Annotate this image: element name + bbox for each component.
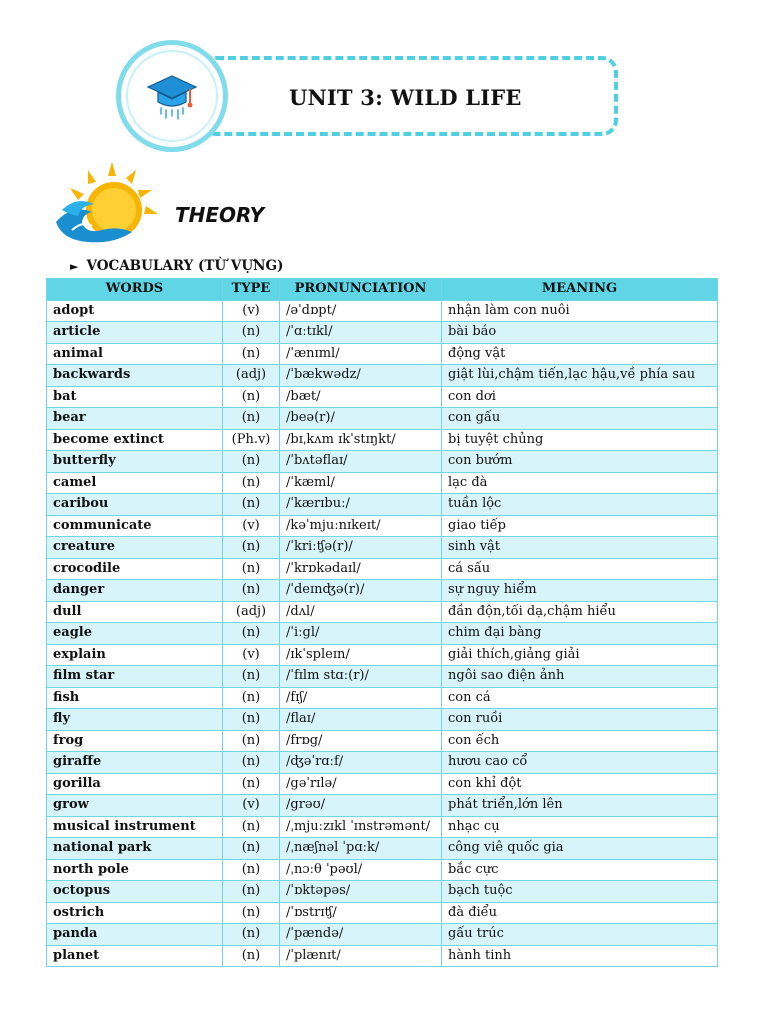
pronunciation-cell: /ˈɒstrɪʧ/ <box>280 902 442 924</box>
pronunciation-cell: /ˈiːgl/ <box>280 623 442 645</box>
table-row <box>47 494 718 516</box>
word-cell: film star <box>47 666 223 688</box>
type-cell: (n) <box>223 472 280 494</box>
pronunciation-cell: /ˈfɪlm stɑː(r)/ <box>280 666 442 688</box>
pronunciation-cell: /ˌmjuːzɪkl ˈɪnstrəmənt/ <box>280 816 442 838</box>
type-cell: (n) <box>223 494 280 516</box>
meaning-cell: đà điểu <box>442 902 718 924</box>
table-row <box>47 773 718 795</box>
pronunciation-cell: /əˈdɒpt/ <box>280 300 442 322</box>
type-cell: (v) <box>223 300 280 322</box>
table-header-row <box>47 279 718 301</box>
pronunciation-cell: /ˈkæml/ <box>280 472 442 494</box>
table-row <box>47 451 718 473</box>
pronunciation-cell: /ˈdeɪnʤə(r)/ <box>280 580 442 602</box>
pronunciation-cell: /ˈænɪml/ <box>280 343 442 365</box>
pronunciation-cell: /ˈpændə/ <box>280 924 442 946</box>
table-row <box>47 580 718 602</box>
meaning-cell: giao tiếp <box>442 515 718 537</box>
word-cell: butterfly <box>47 451 223 473</box>
table-row <box>47 644 718 666</box>
type-cell: (n) <box>223 408 280 430</box>
table-row <box>47 322 718 344</box>
vocabulary-table <box>46 278 718 967</box>
table-row <box>47 709 718 731</box>
meaning-cell: đần độn,tối dạ,chậm hiểu <box>442 601 718 623</box>
word-cell: explain <box>47 644 223 666</box>
table-row <box>47 945 718 967</box>
pronunciation-cell: /ˌnɔːθ ˈpəʊl/ <box>280 859 442 881</box>
table-row <box>47 429 718 451</box>
pronunciation-cell: /kəˈmjuːnɪkeɪt/ <box>280 515 442 537</box>
sun-wave-icon <box>52 160 164 248</box>
meaning-cell: giật lùi,chậm tiến,lạc hậu,về phía sau <box>442 365 718 387</box>
type-cell: (n) <box>223 386 280 408</box>
word-cell: become extinct <box>47 429 223 451</box>
header-words: WORDS <box>47 279 223 301</box>
word-cell: gorilla <box>47 773 223 795</box>
word-cell: musical instrument <box>47 816 223 838</box>
type-cell: (n) <box>223 343 280 365</box>
table-row <box>47 666 718 688</box>
meaning-cell: bạch tuộc <box>442 881 718 903</box>
meaning-cell: sinh vật <box>442 537 718 559</box>
word-cell: bat <box>47 386 223 408</box>
pronunciation-cell: /ɪkˈspleɪn/ <box>280 644 442 666</box>
table-row <box>47 816 718 838</box>
unit-icon-circle <box>116 40 228 152</box>
word-cell: north pole <box>47 859 223 881</box>
word-cell: fish <box>47 687 223 709</box>
meaning-cell: ngôi sao điện ảnh <box>442 666 718 688</box>
pronunciation-cell: /ˈbʌtəflaɪ/ <box>280 451 442 473</box>
type-cell: (Ph.v) <box>223 429 280 451</box>
table-row <box>47 472 718 494</box>
type-cell: (v) <box>223 644 280 666</box>
pronunciation-cell: /gəˈrɪlə/ <box>280 773 442 795</box>
meaning-cell: nhận làm con nuôi <box>442 300 718 322</box>
header-meaning: MEANING <box>442 279 718 301</box>
pronunciation-cell: /ˈkrɒkədaɪl/ <box>280 558 442 580</box>
table-row <box>47 408 718 430</box>
type-cell: (n) <box>223 537 280 559</box>
word-cell: ostrich <box>47 902 223 924</box>
pronunciation-cell: /dʌl/ <box>280 601 442 623</box>
meaning-cell: phát triển,lớn lên <box>442 795 718 817</box>
pronunciation-cell: /ˈplænɪt/ <box>280 945 442 967</box>
meaning-cell: con ếch <box>442 730 718 752</box>
pronunciation-cell: /ʤəˈrɑːf/ <box>280 752 442 774</box>
vocab-heading-text: VOCABULARY (TỪ VỰNG) <box>86 258 284 274</box>
header-pronunciation: PRONUNCIATION <box>280 279 442 301</box>
word-cell: grow <box>47 795 223 817</box>
pronunciation-cell: /fɪʃ/ <box>280 687 442 709</box>
word-cell: communicate <box>47 515 223 537</box>
word-cell: octopus <box>47 881 223 903</box>
word-cell: adopt <box>47 300 223 322</box>
word-cell: backwards <box>47 365 223 387</box>
pronunciation-cell: /ˈkærɪbuː/ <box>280 494 442 516</box>
type-cell: (n) <box>223 945 280 967</box>
meaning-cell: sự nguy hiểm <box>442 580 718 602</box>
table-row <box>47 515 718 537</box>
type-cell: (adj) <box>223 601 280 623</box>
meaning-cell: con dơi <box>442 386 718 408</box>
type-cell: (n) <box>223 687 280 709</box>
word-cell: creature <box>47 537 223 559</box>
table-row <box>47 838 718 860</box>
meaning-cell: gấu trúc <box>442 924 718 946</box>
meaning-cell: lạc đà <box>442 472 718 494</box>
table-row <box>47 343 718 365</box>
header-type: TYPE <box>223 279 280 301</box>
unit-icon-inner <box>126 50 218 142</box>
type-cell: (adj) <box>223 365 280 387</box>
table-row <box>47 386 718 408</box>
type-cell: (n) <box>223 773 280 795</box>
table-row <box>47 623 718 645</box>
meaning-cell: nhạc cụ <box>442 816 718 838</box>
word-cell: danger <box>47 580 223 602</box>
type-cell: (n) <box>223 623 280 645</box>
type-cell: (n) <box>223 666 280 688</box>
type-cell: (n) <box>223 580 280 602</box>
meaning-cell: hành tinh <box>442 945 718 967</box>
table-row <box>47 730 718 752</box>
word-cell: animal <box>47 343 223 365</box>
table-row <box>47 752 718 774</box>
meaning-cell: con bướm <box>442 451 718 473</box>
type-cell: (v) <box>223 515 280 537</box>
type-cell: (n) <box>223 838 280 860</box>
meaning-cell: bị tuyệt chủng <box>442 429 718 451</box>
table-row <box>47 859 718 881</box>
type-cell: (n) <box>223 881 280 903</box>
pronunciation-cell: /beə(r)/ <box>280 408 442 430</box>
pronunciation-cell: /ˌnæʃnəl ˈpɑːk/ <box>280 838 442 860</box>
meaning-cell: động vật <box>442 343 718 365</box>
vocab-heading <box>70 258 283 274</box>
meaning-cell: cá sấu <box>442 558 718 580</box>
pronunciation-cell: /bɪˌkʌm ɪkˈstɪŋkt/ <box>280 429 442 451</box>
pronunciation-cell: /ˈbækwədz/ <box>280 365 442 387</box>
type-cell: (n) <box>223 451 280 473</box>
meaning-cell: bài báo <box>442 322 718 344</box>
meaning-cell: chim đại bàng <box>442 623 718 645</box>
type-cell: (n) <box>223 816 280 838</box>
word-cell: article <box>47 322 223 344</box>
word-cell: caribou <box>47 494 223 516</box>
table-row <box>47 924 718 946</box>
type-cell: (n) <box>223 924 280 946</box>
pronunciation-cell: /ˈkriːʧə(r)/ <box>280 537 442 559</box>
word-cell: crocodile <box>47 558 223 580</box>
word-cell: fly <box>47 709 223 731</box>
table-row <box>47 881 718 903</box>
word-cell: giraffe <box>47 752 223 774</box>
word-cell: eagle <box>47 623 223 645</box>
table-row <box>47 365 718 387</box>
bullet-arrow-icon: ► <box>70 260 79 273</box>
type-cell: (n) <box>223 322 280 344</box>
pronunciation-cell: /ˈɑːtɪkl/ <box>280 322 442 344</box>
type-cell: (n) <box>223 730 280 752</box>
table-row <box>47 601 718 623</box>
meaning-cell: con cá <box>442 687 718 709</box>
word-cell: dull <box>47 601 223 623</box>
table-row <box>47 795 718 817</box>
meaning-cell: con gấu <box>442 408 718 430</box>
pronunciation-cell: /frɒg/ <box>280 730 442 752</box>
meaning-cell: tuần lộc <box>442 494 718 516</box>
table-row <box>47 902 718 924</box>
word-cell: national park <box>47 838 223 860</box>
table-row <box>47 300 718 322</box>
pronunciation-cell: /flaɪ/ <box>280 709 442 731</box>
table-row <box>47 537 718 559</box>
pronunciation-cell: /bæt/ <box>280 386 442 408</box>
type-cell: (n) <box>223 859 280 881</box>
type-cell: (n) <box>223 558 280 580</box>
pronunciation-cell: /grəʊ/ <box>280 795 442 817</box>
vocabulary-table-body <box>47 300 718 967</box>
table-row <box>47 558 718 580</box>
word-cell: camel <box>47 472 223 494</box>
word-cell: panda <box>47 924 223 946</box>
meaning-cell: bắc cực <box>442 859 718 881</box>
unit-title: UNIT 3: WILD LIFE <box>289 85 522 110</box>
type-cell: (n) <box>223 752 280 774</box>
meaning-cell: hươu cao cổ <box>442 752 718 774</box>
pronunciation-cell: /ˈɒktəpəs/ <box>280 881 442 903</box>
table-row <box>47 687 718 709</box>
word-cell: frog <box>47 730 223 752</box>
meaning-cell: giải thích,giảng giải <box>442 644 718 666</box>
type-cell: (n) <box>223 709 280 731</box>
meaning-cell: con ruồi <box>442 709 718 731</box>
word-cell: planet <box>47 945 223 967</box>
word-cell: bear <box>47 408 223 430</box>
meaning-cell: công viê quốc gia <box>442 838 718 860</box>
meaning-cell: con khỉ đột <box>442 773 718 795</box>
type-cell: (n) <box>223 902 280 924</box>
section-title: THEORY <box>175 203 265 227</box>
type-cell: (v) <box>223 795 280 817</box>
graduation-cap-icon <box>144 68 200 124</box>
